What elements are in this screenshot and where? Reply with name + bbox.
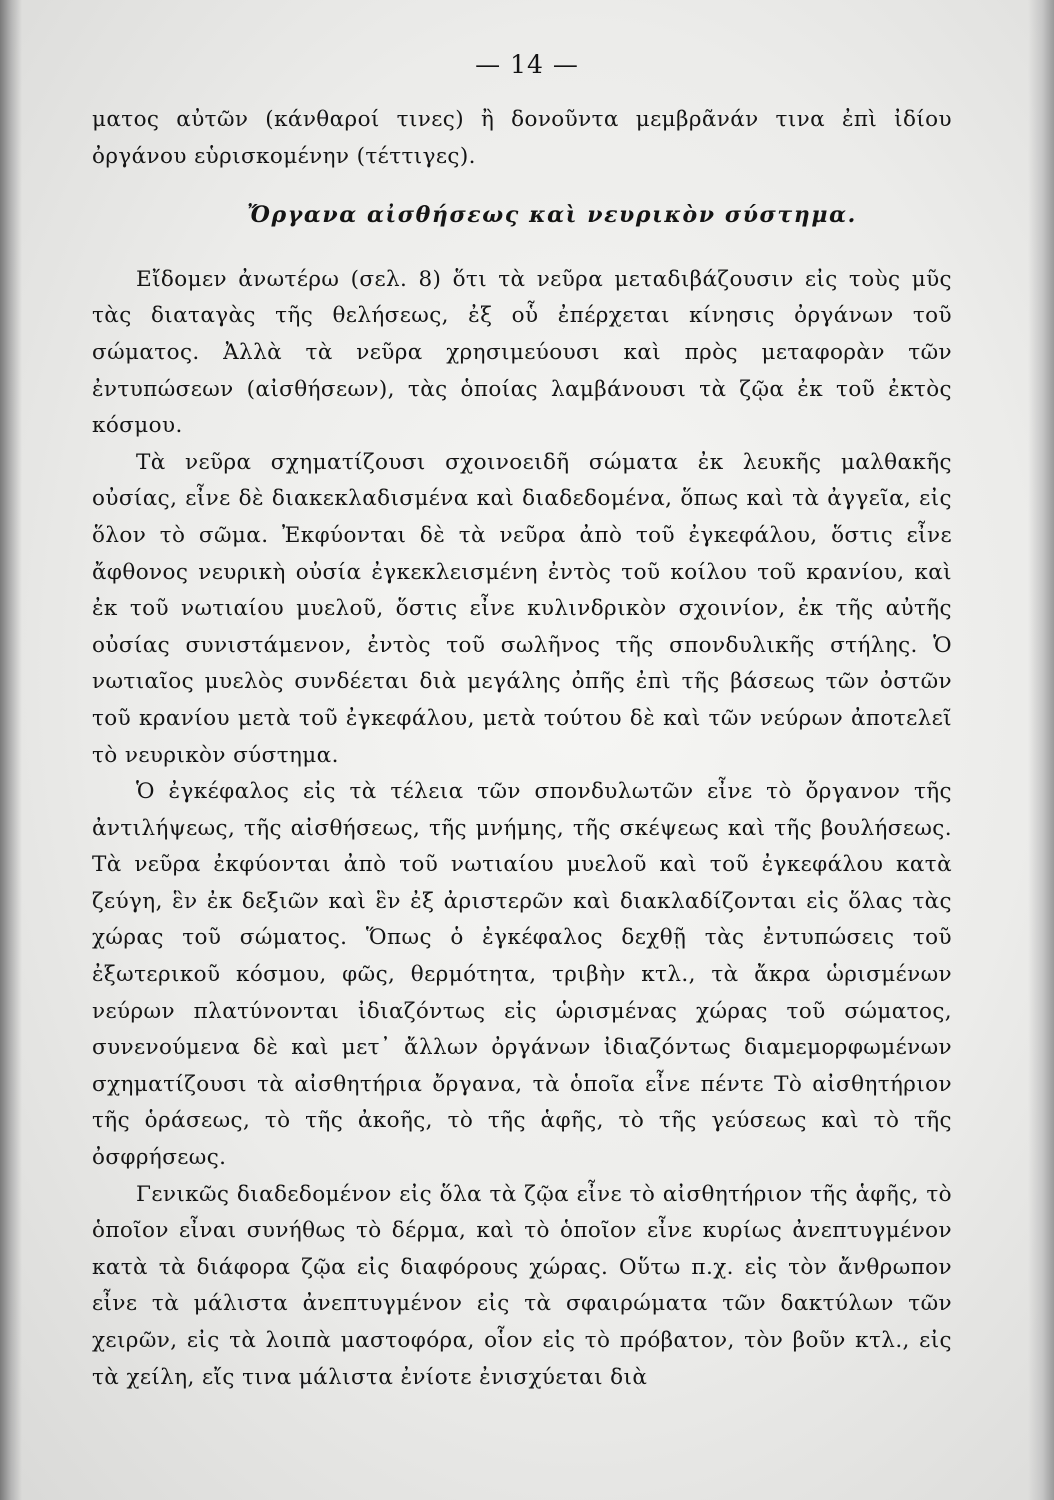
section-heading: Ὄργανα αἰσθήσεως καὶ νευρικὸν σύστημα.	[247, 202, 857, 229]
page-text-body	[92, 102, 952, 1396]
paragraph: Τὰ νεῦρα σχηματίζουσι σχοινοειδῆ σώματα ἐκ λευκῆς μαλθακῆς οὐσίας, εἶνε δὲ διακεκλαδισμένα καὶ διαδεδομένα, ὅπως καὶ τὰ ἀγγεῖα, εἰς ὅλον τὸ σῶμα. Ἐκφύονται δὲ τὰ νεῦρα ἀπὸ τοῦ ἐγκεφάλου, ὅστις εἶνε ἄφθονος νευρικὴ οὐσία ἐγκεκλεισμένη ἐντὸς τοῦ κοίλου τοῦ κρανίου, καὶ ἐκ τοῦ νωτιαίου μυελοῦ, ὅστις εἶνε κυλινδρικὸν σχοινίον, ἐκ τῆς αὐτῆς οὐσίας συνιστάμενον, ἐντὸς τοῦ σωλῆνος τῆς σπονδυλικῆς στήλης. Ὁ νωτιαῖος μυελὸς συνδέεται διὰ μεγάλης ὀπῆς ἐπὶ τῆς βάσεως τῶν ὀστῶν τοῦ κρανίου μετὰ τοῦ ἐγκεφάλου, μετὰ τούτου δὲ καὶ τῶν νεύρων ἀποτελεῖ τὸ νευρικὸν σύστημα.	[92, 449, 952, 768]
page-edge-shadow	[1028, 0, 1054, 1500]
paragraph: Εἴδομεν ἀνωτέρω (σελ. 8) ὅτι τὰ νεῦρα μεταδιβάζουσιν εἰς τοὺς μῦς τὰς διαταγὰς τῆς θελήσεως, ἐξ οὗ ἐπέρχεται κίνησις ὀργάνων τοῦ σώματος. Ἀλλὰ τὰ νεῦρα χρησιμεύουσι καὶ πρὸς μεταφορὰν τῶν ἐντυπώσεων (αἰσθήσεων), τὰς ὁποίας λαμβάνουσι τὰ ζῷα ἐκ τοῦ ἐκτὸς κόσμου.	[92, 266, 952, 439]
paragraph: Ὁ ἐγκέφαλος εἰς τὰ τέλεια τῶν σπονδυλωτῶν εἶνε τὸ ὄργανον τῆς ἀντιλήψεως, τῆς αἰσθήσεως, τῆς μνήμης, τῆς σκέψεως καὶ τῆς βουλήσεως. Τὰ νεῦρα ἐκφύονται ἀπὸ τοῦ νωτιαίου μυελοῦ καὶ τοῦ ἐγκεφάλου κατὰ ζεύγη, ἓν ἐκ δεξιῶν καὶ ἓν ἐξ ἀριστερῶν καὶ διακλαδίζονται εἰς ὅλας τὰς χώρας τοῦ σώματος. Ὅπως ὁ ἐγκέφαλος δεχθῇ τὰς ἐντυπώσεις τοῦ ἐξωτερικοῦ κόσμου, φῶς, θερμότητα, τριβὴν κτλ., τὰ ἄκρα ὡρισμένων νεύρων πλατύνονται ἰδιαζόντως εἰς ὡρισμένας χώρας τοῦ σώματος, συνενούμενα δὲ καὶ μετ᾽ ἄλλων ὀργάνων ἰδιαζόντως διαμεμορφωμένων σχηματίζουσι τὰ αἰσθητήρια ὄργανα, τὰ ὁποῖα εἶνε πέντε Τὸ αἰσθητήριον τῆς ὁράσεως, τὸ τῆς ἀκοῆς, τὸ τῆς ἁφῆς, τὸ τῆς γεύσεως καὶ τὸ τῆς ὀσφρήσεως.	[92, 779, 952, 1171]
text-line: ματος αὐτῶν (κάνθαροί τινες) ἢ δονοῦντα μεμβρᾶνάν τινα ἐπὶ ἰδίου	[92, 107, 952, 132]
paragraph: Γενικῶς διαδεδομένον εἰς ὅλα τὰ ζῷα εἶνε τὸ αἰσθητήριον τῆς ἁφῆς, τὸ ὁποῖον εἶναι συνήθως τὸ δέρμα, καὶ τὸ ὁποῖον εἶνε κυρίως ἀνεπτυγμένον κατὰ τὰ διάφορα ζῷα εἰς διαφόρους χώρας. Οὕτω π.χ. εἰς τὸν ἄνθρωπον εἶνε τὰ μάλιστα ἀνεπτυγμένον εἰς τὰ σφαιρώματα τῶν δακτύλων τῶν χειρῶν, εἰς τὰ λοιπὰ μαστοφόρα, οἷον εἰς τὸ πρόβατον, τὸν βοῦν κτλ., εἰς τὰ χείλη, εἴς τινα μάλιστα ἐνίοτε ἐνισχύεται διὰ	[92, 1181, 952, 1390]
page-number: — 14 —	[475, 50, 579, 79]
page-binding-shadow	[0, 0, 22, 1500]
text-line: ὀργάνου εὑρισκομένην (τέττιγες).	[92, 143, 476, 169]
